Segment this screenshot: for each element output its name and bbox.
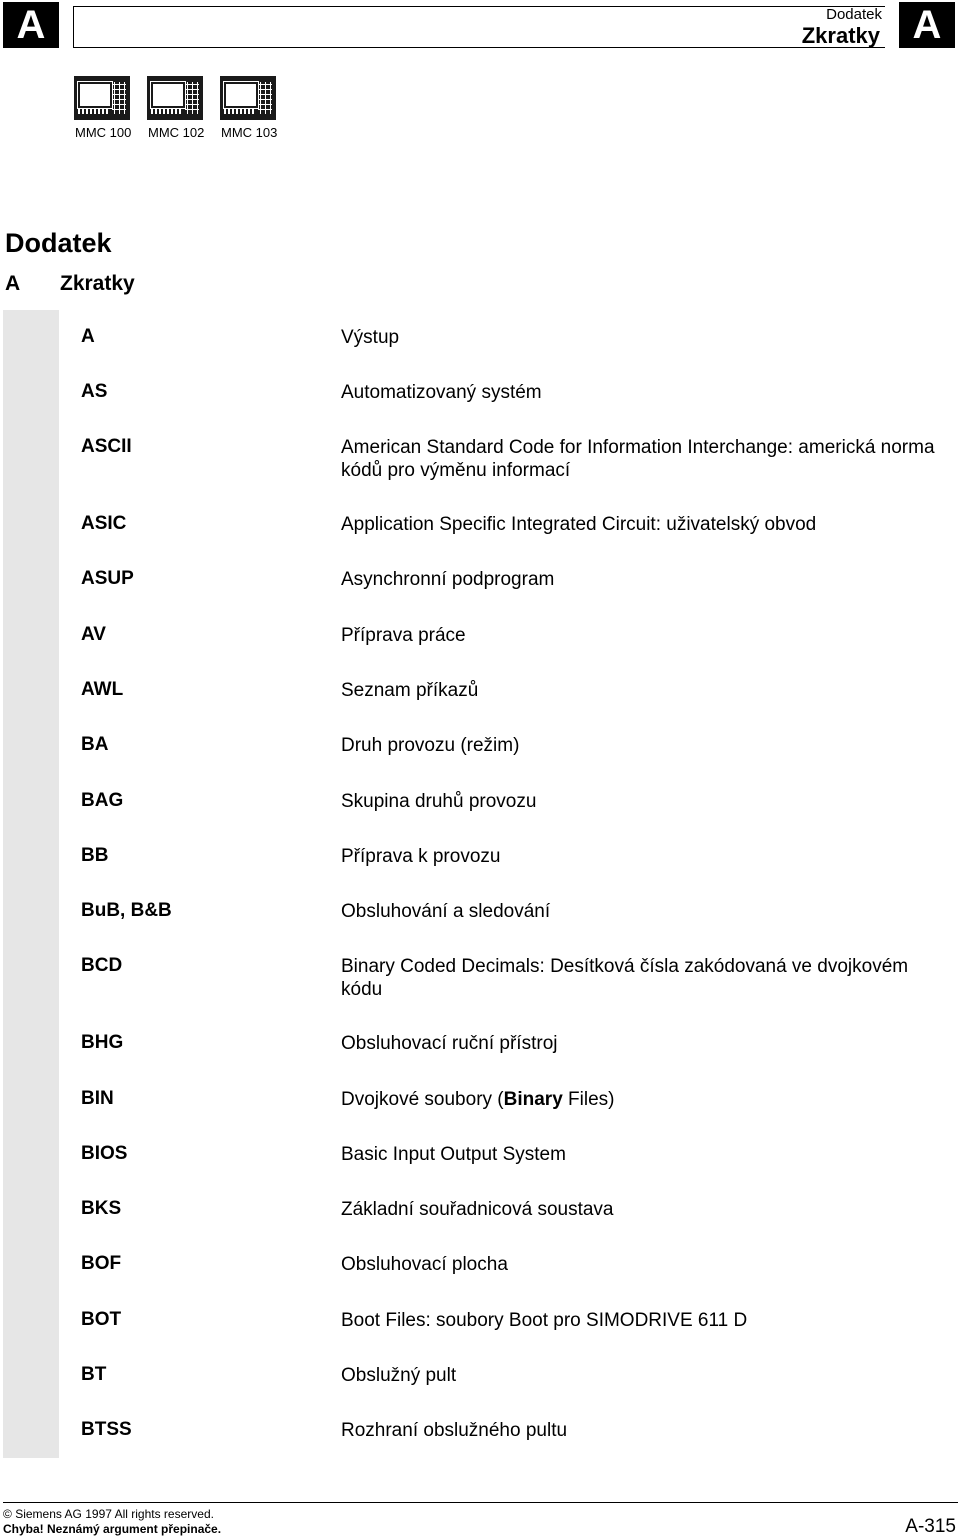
- abbreviation: BCD: [81, 955, 123, 976]
- device-label: MMC 103: [221, 125, 278, 140]
- section-letter: A: [5, 272, 21, 295]
- abbreviation-meaning: Obsluhovací ruční přístroj: [341, 1033, 558, 1054]
- abbreviation-meaning: Obsluhování a sledování: [341, 901, 551, 922]
- abbreviation-meaning: Skupina druhů provozu: [341, 791, 537, 812]
- header-rule-top: [73, 6, 885, 7]
- abbreviation: ASUP: [81, 568, 134, 589]
- header-rule-bottom: [73, 47, 885, 48]
- device-label: MMC 100: [75, 125, 132, 140]
- abbreviation-meaning: Basic Input Output System: [341, 1144, 566, 1165]
- abbreviation: ASCII: [81, 436, 132, 457]
- footer-rule: [3, 1502, 958, 1503]
- header-divider: [73, 6, 74, 48]
- abbreviation: BAG: [81, 790, 124, 811]
- chapter-tab-letter: A: [912, 2, 942, 47]
- abbreviation-meaning: Obslužný pult: [341, 1365, 457, 1386]
- chapter-tab-right: [899, 2, 955, 48]
- mmc-panel-icon: [147, 76, 203, 120]
- abbreviation: BOT: [81, 1309, 122, 1330]
- abbreviation: BTSS: [81, 1419, 132, 1440]
- abbreviation-meaning: Příprava k provozu: [341, 846, 501, 867]
- chapter-tab-left: [3, 2, 59, 48]
- abbreviation-meaning: Seznam příkazů: [341, 680, 479, 701]
- chapter-tab-letter: A: [16, 2, 46, 47]
- device-label: MMC 102: [148, 125, 205, 140]
- abbreviation-meaning: [341, 1088, 941, 1111]
- abbreviation-meaning: Rozhraní obslužného pultu: [341, 1420, 568, 1441]
- footer-copyright: [3, 1507, 214, 1521]
- header-section: Zkratky: [801, 23, 880, 48]
- abbreviation-meaning: Výstup: [341, 327, 400, 348]
- abbreviation-meaning: Automatizovaný systém: [341, 382, 542, 403]
- abbreviation-meaning: Druh provozu (režim): [341, 735, 520, 756]
- copyright-text: Siemens AG 1997 All rights reserved.: [15, 1507, 214, 1521]
- abbreviation-meaning: Asynchronní podprogram: [341, 569, 555, 590]
- abbreviation-meaning: Obsluhovací plocha: [341, 1254, 508, 1275]
- margin-bar: [3, 310, 59, 1458]
- abbreviation: BIN: [81, 1088, 114, 1109]
- abbreviation: BOF: [81, 1253, 122, 1274]
- abbreviation: BA: [81, 734, 109, 755]
- abbreviation-meaning: Příprava práce: [341, 625, 466, 646]
- abbreviation: AV: [81, 624, 106, 645]
- abbreviation: BuB, B&B: [81, 900, 172, 921]
- abbreviation-meaning: American Standard Code for Information Interchange: americká norma kódů pro výměnu informací: [341, 437, 935, 481]
- abbreviation: BIOS: [81, 1143, 128, 1164]
- meaning-text: Files): [562, 1089, 615, 1110]
- copyright-icon: ©: [3, 1507, 12, 1521]
- abbreviation-meaning: Binary Coded Decimals: Desítková čísla zakódovaná ve dvojkovém kódu: [341, 956, 909, 1000]
- abbreviation-meaning: Boot Files: soubory Boot pro SIMODRIVE 611 D: [341, 1310, 748, 1331]
- header-chapter: Dodatek: [826, 6, 882, 23]
- page-number: A-315: [905, 1516, 956, 1537]
- abbreviation-meaning: Základní souřadnicová soustava: [341, 1199, 614, 1220]
- section-title: Zkratky: [60, 272, 135, 295]
- abbreviation: BKS: [81, 1198, 122, 1219]
- abbreviation: AS: [81, 381, 108, 402]
- page-title: Dodatek: [5, 228, 112, 258]
- meaning-text: Dvojkové soubory (: [341, 1089, 504, 1110]
- abbreviation: ASIC: [81, 513, 127, 534]
- mmc-panel-icon: [220, 76, 276, 120]
- footer-error-text: Chyba! Neznámý argument přepinače.: [3, 1522, 222, 1536]
- mmc-panel-icon: [74, 76, 130, 120]
- abbreviation: BHG: [81, 1032, 124, 1053]
- abbreviation: BB: [81, 845, 109, 866]
- abbreviation-meaning: Application Specific Integrated Circuit: uživatelský obvod: [341, 514, 817, 535]
- abbreviation: BT: [81, 1364, 107, 1385]
- abbreviation: AWL: [81, 679, 124, 700]
- meaning-emphasis: Binary: [503, 1089, 563, 1110]
- abbreviation: A: [81, 326, 95, 347]
